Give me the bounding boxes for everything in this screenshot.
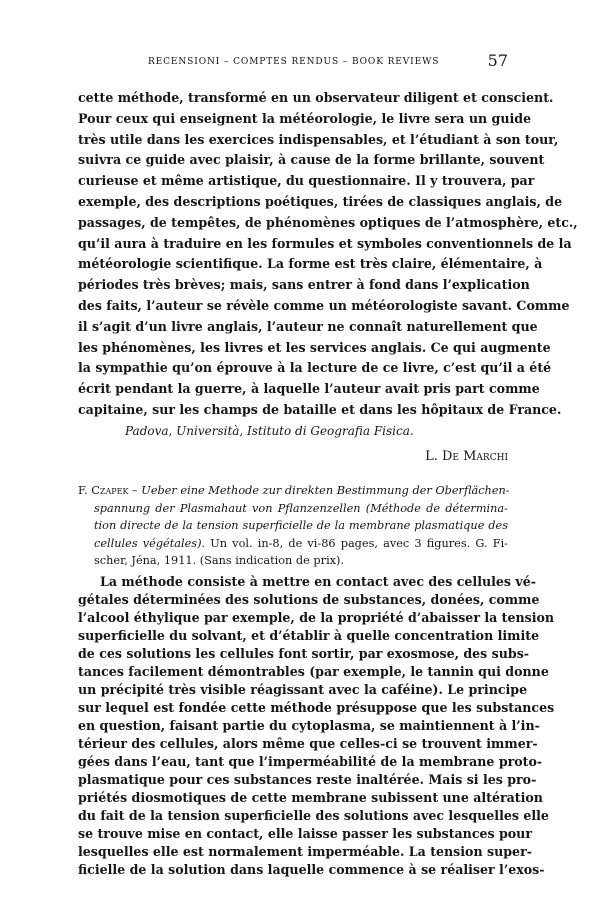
reference-title: Ueber eine Methode zur direkten Bestimmung der Oberflächen- xyxy=(141,484,510,497)
text-line: l’alcool éthylique par exemple, de la propriété d’abaisser la tension xyxy=(78,610,555,625)
page-header xyxy=(78,51,508,75)
text-line: gétales déterminées des solutions de substances, donées, comme xyxy=(78,592,540,607)
reference-author: F. Czapek xyxy=(78,484,129,497)
text-line: un précipité très visible réagissant avec la caféine). Le principe xyxy=(78,682,528,697)
text-line: sur lequel est fondée cette méthode présuppose que les substances xyxy=(78,700,555,715)
text-line: passages, de tempêtes, de phénomènes optiques de l’atmosphère, etc., xyxy=(78,214,578,230)
reference-title: spannung der Plasmahaut von Pflanzenzellen (Méthode de détermina- xyxy=(94,501,508,515)
text-line: lesquelles elle est normalement imperméable. La tension super- xyxy=(78,844,532,859)
text-line: écrit pendant la guerre, à laquelle l’auteur avait pris part comme xyxy=(78,381,540,397)
text-line: curieuse et même artistique, du questionnaire. Il y trouvera, par xyxy=(78,173,535,189)
reference-line xyxy=(94,537,508,550)
text-line: périodes très brèves; mais, sans entrer à fond dans l’explication xyxy=(78,277,530,293)
reference-line xyxy=(78,484,508,497)
running-head: RECENSIONI – COMPTES RENDUS – BOOK REVIEWS xyxy=(148,57,440,67)
reference-line xyxy=(94,502,508,515)
reference-details: Un vol. in-8, de vi-86 pages, avec 3 figures. G. Fi- xyxy=(205,536,508,550)
text-line: térieur des cellules, alors même que celles-ci se trouvent immer- xyxy=(78,736,538,751)
text-line: en question, faisant partie du cytoplasma, se maintiennent à l’in- xyxy=(78,718,540,733)
text-line: météorologie scientifique. La forme est très claire, élémentaire, à xyxy=(78,256,543,272)
text-line: gées dans l’eau, tant que l’imperméabilité de la membrane proto- xyxy=(78,754,543,769)
place-affiliation: Padova, Università, Istituto di Geografia Fisica. xyxy=(125,424,414,438)
text-line: du fait de la tension superficielle des solutions avec lesquelles elle xyxy=(78,808,549,823)
text-line: La méthode consiste à mettre en contact avec des cellules vé- xyxy=(100,574,536,589)
reference-line: scher, Jéna, 1911. (Sans indication de prix). xyxy=(94,554,345,567)
text-line: les phénomènes, les livres et les services anglais. Ce qui augmente xyxy=(78,339,551,355)
text-line: priétés diosmotiques de cette membrane subissent une altération xyxy=(78,790,543,805)
text-line: exemple, des descriptions poétiques, tirées de classiques anglais, de xyxy=(78,194,563,209)
text-line: il s’agit d’un livre anglais, l’auteur ne connaît naturellement que xyxy=(78,318,538,334)
text-line: très utile dans les exercices indispensables, et l’étudiant à son tour, xyxy=(78,131,559,147)
review-author: L. De Marchi xyxy=(425,449,508,464)
text-line: Pour ceux qui enseignent la météorologie, le livre sera un guide xyxy=(78,110,532,126)
text-line: se trouve mise en contact, elle laisse passer les substances pour xyxy=(78,826,532,841)
text-line: qu’il aura à traduire en les formules et symboles conventionnels de la xyxy=(78,235,572,251)
page-number: 57 xyxy=(487,51,508,70)
text-line: plasmatique pour ces substances reste inaltérée. Mais si les pro- xyxy=(78,772,537,787)
text-line: ficielle de la solution dans laquelle commence à se réaliser l’exos- xyxy=(78,862,545,877)
text-line: superficielle du solvant, et d’établir à quelle concentration limite xyxy=(78,628,540,643)
text-line: capitaine, sur les champs de bataille et dans les hôpitaux de France. xyxy=(78,402,562,417)
reference-title: tion directe de la tension superficielle de la membrane plasmatique des xyxy=(94,519,508,532)
text-line: tances facilement démontrables (par exemple, le tannin qui donne xyxy=(78,664,549,679)
text-line: suivra ce guide avec plaisir, à cause de la forme brillante, souvent xyxy=(78,152,545,168)
text-line: des faits, l’auteur se révèle comme un météorologiste savant. Comme xyxy=(78,298,570,313)
reference-title: cellules végétales). xyxy=(94,536,206,550)
text-line: la sympathie qu’on éprouve à la lecture de ce livre, c’est qu’il a été xyxy=(78,360,552,376)
reference-line xyxy=(94,519,508,532)
text-line: cette méthode, transformé en un observateur diligent et conscient. xyxy=(78,90,554,105)
reference-dash: – xyxy=(128,484,142,497)
text-line: de ces solutions les cellules font sortir, par exosmose, des subs- xyxy=(78,646,530,661)
